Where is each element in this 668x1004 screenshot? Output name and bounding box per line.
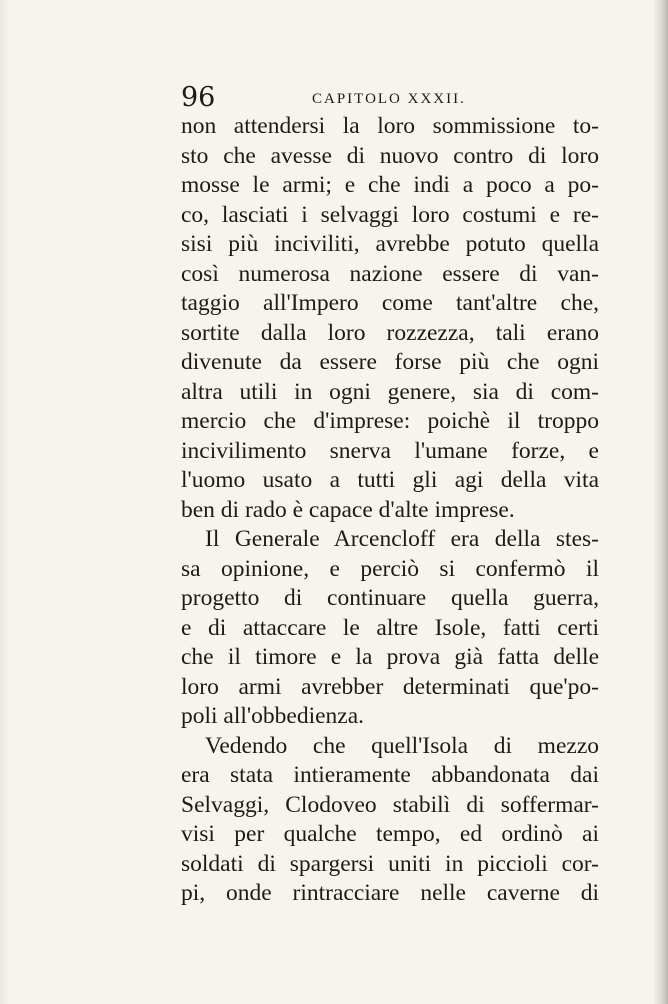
text-line: mercio che d'imprese: poichè il troppo [181, 408, 599, 434]
text-line: sisi più inciviliti, avrebbe potuto quella [181, 231, 599, 257]
text-line: che il timore e la prova già fatta delle [181, 644, 599, 670]
text-line: mosse le armi; e che indi a poco a po- [181, 172, 599, 198]
page-header [181, 80, 601, 116]
text-line: sto che avesse di nuovo contro di loro [181, 142, 599, 169]
text-line: l'uomo usato a tutti gli agi della vita [181, 467, 599, 493]
page-number: 96 [181, 82, 216, 113]
text-line: così numerosa nazione essere di van- [181, 260, 599, 287]
body-text [181, 112, 599, 909]
text-line: Il Generale Arcencloff era della stes- [205, 526, 599, 552]
running-head: CAPITOLO XXXII. [312, 91, 466, 107]
text-line: visi per qualche tempo, ed ordinò ai [181, 821, 599, 847]
text-line: incivilimento snerva l'umane forze, e [181, 437, 599, 464]
text-line: loro armi avrebber determinati que'po- [181, 673, 599, 700]
text-line: ben di rado è capace d'alte imprese. [181, 496, 515, 523]
text-line: co, lasciati i selvaggi loro costumi e re- [181, 201, 599, 228]
text-line: e di attaccare le altre Isole, fatti certi [181, 614, 599, 641]
text-line: pi, onde rintracciare nelle caverne di [181, 880, 599, 906]
text-line: Selvaggi, Clodoveo stabilì di soffermar- [181, 791, 599, 818]
text-line: soldati di spargersi uniti in piccioli cor- [181, 850, 599, 877]
text-line: non attendersi la loro sommissione to- [181, 113, 599, 139]
text-line: altra utili in ogni genere, sia di com- [181, 378, 599, 405]
text-line: poli all'obbedienza. [181, 703, 365, 729]
page-edge [654, 0, 668, 1004]
text-line: era stata intieramente abbandonata dai [181, 762, 599, 788]
text-line: taggio all'Impero come tant'altre che, [181, 290, 599, 316]
text-line: progetto di continuare quella guerra, [181, 585, 599, 611]
text-line: sa opinione, e perciò si confermò il [181, 555, 599, 582]
text-line: divenute da essere forse più che ogni [181, 349, 599, 375]
text-line: Vedendo che quell'Isola di mezzo [205, 732, 599, 759]
page-gutter-shadow [0, 0, 10, 1004]
text-line: sortite dalla loro rozzezza, tali erano [181, 319, 599, 346]
